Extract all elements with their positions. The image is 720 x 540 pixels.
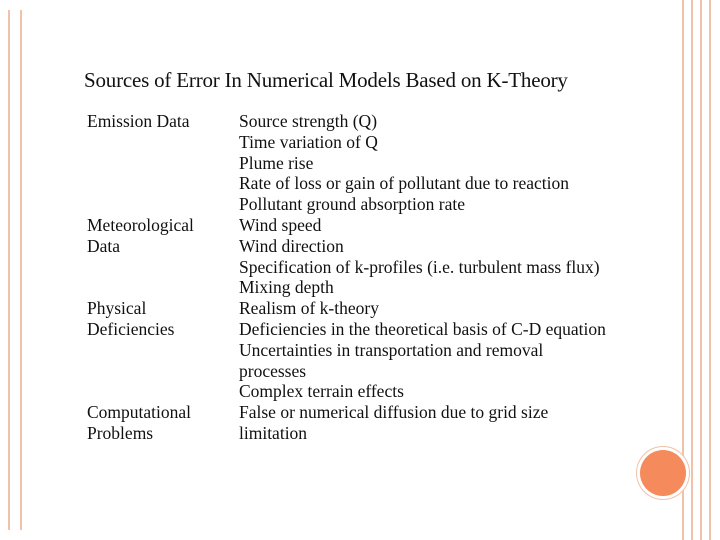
list-item: Rate of loss or gain of pollutant due to reaction (239, 173, 569, 194)
table-row (87, 215, 606, 298)
item-list (239, 298, 606, 402)
list-item: Wind direction (239, 235, 344, 256)
list-item: Plume rise (239, 152, 314, 173)
table-row (87, 402, 606, 444)
right-frame-decoration (682, 0, 712, 540)
item-list (239, 402, 606, 444)
list-item: Uncertainties in transportation and removal (239, 339, 544, 360)
accent-circle-decoration (640, 450, 686, 496)
category-label: Emission Data (87, 111, 190, 131)
list-item: Source strength (Q) (239, 111, 378, 131)
list-item: limitation (239, 422, 308, 443)
list-item: Realism of k-theory (239, 298, 379, 319)
item-list (239, 111, 606, 215)
table-row (87, 298, 606, 402)
list-item: Time variation of Q (239, 131, 378, 152)
category-label: Physical Deficiencies (87, 298, 175, 339)
frame-line (682, 0, 684, 540)
slide-title: Sources of Error In Numerical Models Based on K-Theory (84, 68, 568, 92)
left-frame-decoration (8, 10, 22, 530)
category-label: Computational Problems (87, 402, 192, 443)
category-label: Meteorological Data (87, 214, 194, 256)
list-item: processes (239, 360, 307, 381)
list-item: Wind speed (239, 214, 322, 235)
list-item: Specification of k-profiles (i.e. turbulent mass flux) (239, 256, 600, 277)
frame-line (709, 0, 711, 540)
table-row (87, 111, 606, 215)
list-item: Mixing depth (239, 277, 334, 298)
list-item: Deficiencies in the theoretical basis of C-D equation (239, 318, 606, 339)
frame-line (700, 0, 702, 540)
list-item: False or numerical diffusion due to grid size (239, 402, 549, 423)
frame-line (691, 0, 693, 540)
list-item: Complex terrain effects (239, 381, 404, 402)
item-list (239, 215, 606, 298)
list-item: Pollutant ground absorption rate (239, 194, 466, 215)
error-sources-table (87, 111, 606, 444)
